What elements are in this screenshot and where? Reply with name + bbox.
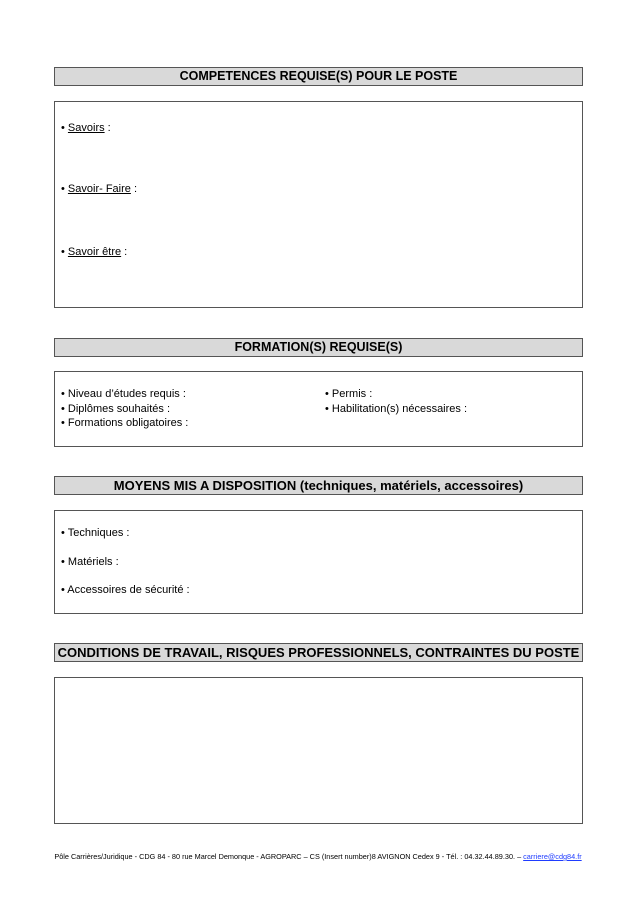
item-diplomes: • Diplômes souhaités :: [61, 403, 171, 415]
conditions-header: CONDITIONS DE TRAVAIL, RISQUES PROFESSIONNELS, CONTRAINTES DU POSTE: [54, 643, 583, 662]
conditions-box: [54, 677, 583, 824]
label-savoirs: Savoirs: [67, 122, 105, 134]
footer-email-link[interactable]: carriere@cdg84.fr: [523, 852, 582, 861]
bullet: •: [61, 246, 65, 258]
formation-header: FORMATION(S) REQUISE(S): [54, 338, 583, 357]
item-savoir-etre: [61, 246, 127, 258]
label-savoir-etre: Savoir être: [67, 246, 122, 258]
item-techniques: • Techniques :: [61, 527, 130, 539]
footer: [0, 852, 636, 861]
label-savoir-faire: Savoir- Faire: [67, 183, 131, 195]
colon: :: [104, 122, 111, 134]
item-accessoires: • Accessoires de sécurité :: [61, 584, 190, 596]
item-savoir-faire: [61, 183, 137, 195]
competences-box: [54, 101, 583, 308]
colon: :: [121, 246, 128, 258]
formation-box: [54, 371, 583, 447]
item-permis: • Permis :: [325, 388, 373, 400]
item-habilitations: • Habilitation(s) nécessaires :: [325, 403, 468, 415]
moyens-box: [54, 510, 583, 614]
moyens-header: MOYENS MIS A DISPOSITION (techniques, matériels, accessoires): [54, 476, 583, 495]
item-materiels: • Matériels :: [61, 556, 119, 568]
bullet: •: [61, 122, 65, 134]
item-formations: • Formations obligatoires :: [61, 417, 189, 429]
item-savoirs: [61, 122, 111, 134]
bullet: •: [61, 183, 65, 195]
colon: :: [130, 183, 138, 195]
competences-header: COMPETENCES REQUISE(S) POUR LE POSTE: [54, 67, 583, 86]
footer-text: Pôle Carrières/Juridique - CDG 84 - 80 rue Marcel Demonque - AGROPARC – CS (Insert number)8 AVIGNON Cedex 9 - Tél. : 04.32.44.89.30. –: [54, 852, 524, 861]
item-niveau-etudes: • Niveau d’études requis :: [61, 388, 186, 400]
